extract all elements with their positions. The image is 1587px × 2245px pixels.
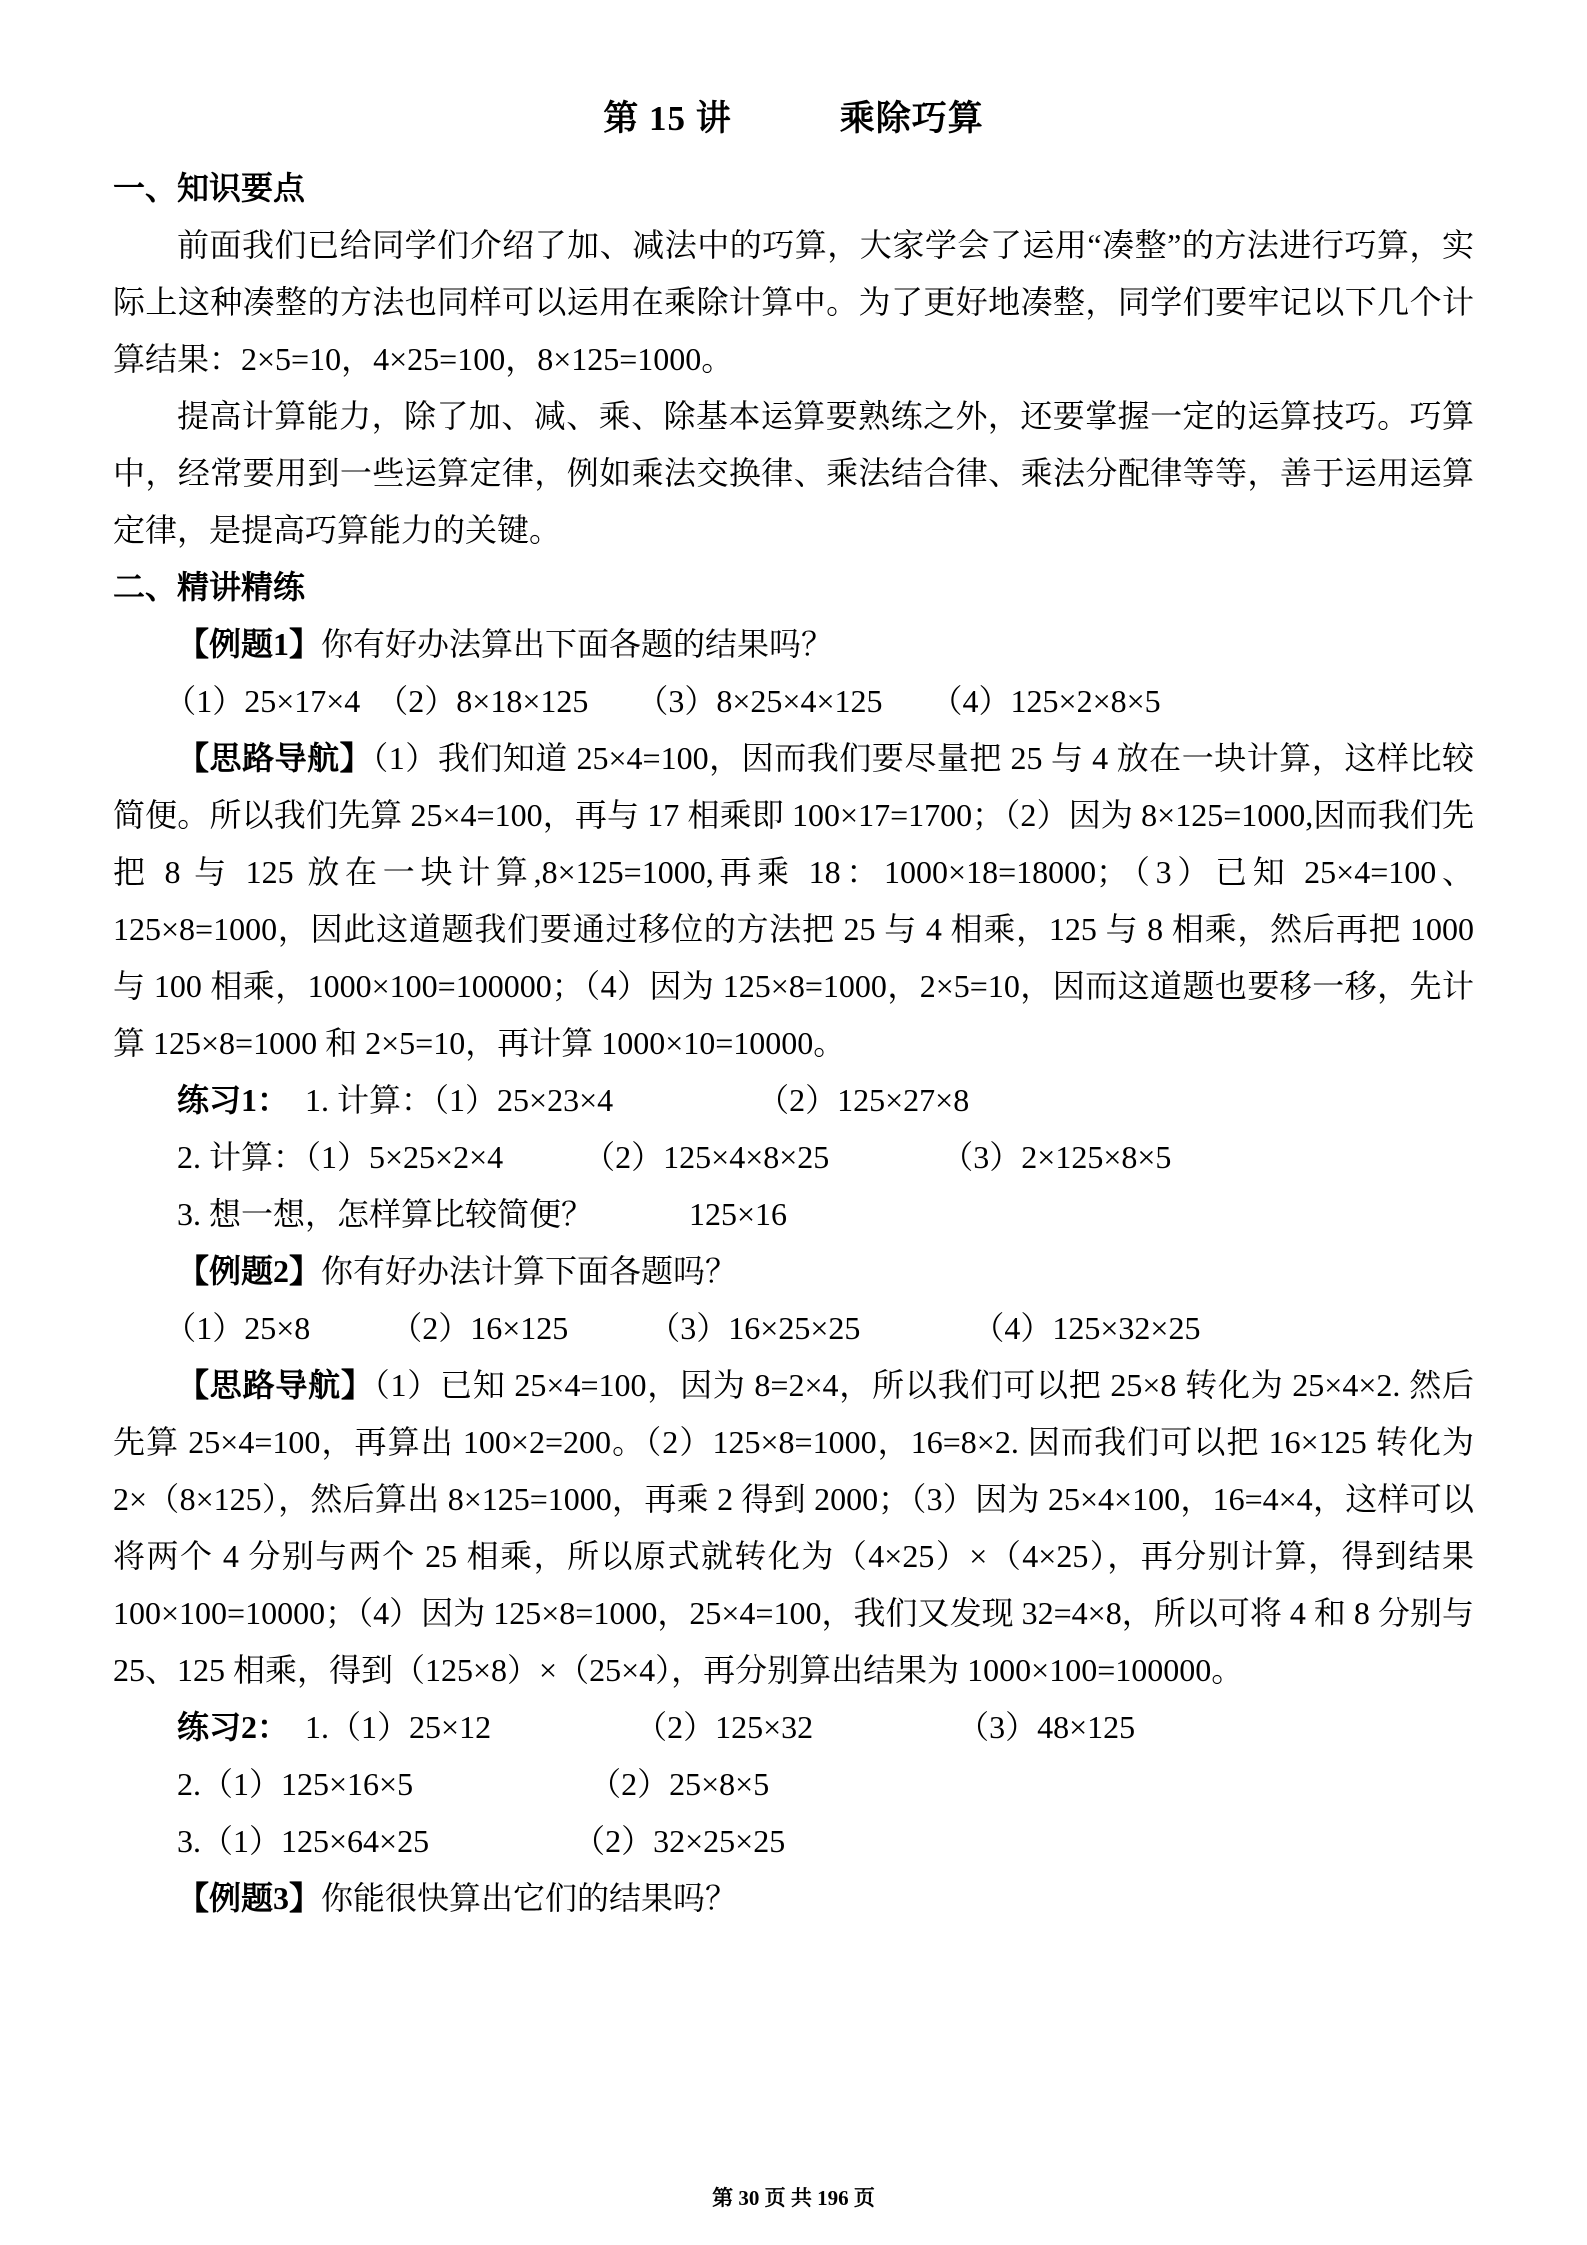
example1-nav-label: 【思路导航】 (177, 740, 373, 776)
example2-problems: （1）25×8 （2）16×125 （3）16×25×25 （4）125×32×25 (164, 1310, 1201, 1346)
example2-navigation (113, 1357, 1474, 1699)
drill1-line1 (113, 1072, 1474, 1129)
drill2-line1 (113, 1699, 1474, 1756)
drill1-line1-text: 1. 计算：（1）25×23×4 （2）125×27×8 (305, 1082, 970, 1118)
knowledge-paragraph-2: 提高计算能力，除了加、减、乘、除基本运算要熟练之外，还要掌握一定的运算技巧。巧算中，经常要用到一些运算定律，例如乘法交换律、乘法结合律、乘法分配律等等，善于运用运算定律，是提高巧算能力的关键。 (113, 398, 1474, 548)
page-title: 第 15 讲 乘除巧算 (603, 99, 984, 138)
example1-navigation (113, 730, 1474, 1072)
example2-label: 【例题2】 (177, 1253, 322, 1289)
drill2-line3: 3.（1）125×64×25 （2）32×25×25 (177, 1823, 786, 1859)
page-footer: 第 30 页 共 196 页 (712, 2186, 875, 2210)
drill2-line1-text: 1.（1）25×12 （2）125×32 （3）48×125 (305, 1709, 1136, 1745)
example2-question (113, 1243, 1474, 1300)
example3-question-text: 你能很快算出它们的结果吗？ (321, 1880, 738, 1916)
section1-heading: 一、知识要点 (113, 170, 306, 206)
example1-nav-text: （1）我们知道 25×4=100，因而我们要尽量把 25 与 4 放在一块计算，这样比较简便。所以我们先算 25×4=100，再与 17 相乘即 100×17=1700；（2）因为 8×125=1000,因而我们先把 8 与 125 放在一块计算,8×125=1000,再乘 18：1000×18=18000；（3）已知 25×4=100、125×8=1000，因此这道题我们要通过移位的方法把 25 与 4 相乘，125 与 8 相乘，然后再把 1000 与 100 相乘，1000×100=100000；（4）因为 125×8=1000，2×5=10，因而这道题也要移一移，先计算 125×8=1000 和 2×5=10，再计算 1000×10=10000。 (113, 740, 1474, 1061)
example3-question (113, 1870, 1474, 1927)
drill2-label: 练习2： (177, 1709, 290, 1745)
example2-nav-text: （1）已知 25×4=100，因为 8=2×4，所以我们可以把 25×8 转化为 25×4×2. 然后先算 25×4=100，再算出 100×2=200。（2）125×8=1000，16=8×2. 因而我们可以把 16×125 转化为 2×（8×125），然后算出 8×125=1000，再乘 2 得到 2000；（3）因为 25×4×100，16=4×4，这样可以将两个 4 分别与两个 25 相乘，所以原式就转化为（4×25）×（4×25），再分别计算，得到结果 100×100=10000；（4）因为 125×8=1000，25×4=100，我们又发现 32=4×8，所以可将 4 和 8 分别与 25、125 相乘，得到（125×8）×（25×4），再分别算出结果为 1000×100=100000。 (113, 1367, 1474, 1688)
drill1-label: 练习1： (177, 1082, 290, 1118)
drill1-line2: 2. 计算：（1）5×25×2×4 （2）125×4×8×25 （3）2×125×8×5 (177, 1139, 1172, 1175)
example1-question (113, 616, 1474, 673)
example1-question-text: 你有好办法算出下面各题的结果吗？ (321, 626, 834, 662)
example2-question-text: 你有好办法计算下面各题吗？ (321, 1253, 738, 1289)
drill2-line2: 2.（1）125×16×5 （2）25×8×5 (177, 1766, 770, 1802)
example1-label: 【例题1】 (177, 626, 322, 662)
example3-label: 【例题3】 (177, 1880, 322, 1916)
section2-heading: 二、精讲精练 (113, 569, 306, 605)
example2-nav-label: 【思路导航】 (177, 1367, 374, 1403)
drill1-line3: 3. 想一想，怎样算比较简便？ 125×16 (177, 1196, 788, 1232)
example1-problems: （1）25×17×4 （2）8×18×125 （3）8×25×4×125 （4）125×2×8×5 (164, 683, 1161, 719)
knowledge-paragraph-1: 前面我们已给同学们介绍了加、减法中的巧算，大家学会了运用“凑整”的方法进行巧算，实际上这种凑整的方法也同样可以运用在乘除计算中。为了更好地凑整，同学们要牢记以下几个计算结果：2×5=10，4×25=100，8×125=1000。 (113, 227, 1474, 377)
